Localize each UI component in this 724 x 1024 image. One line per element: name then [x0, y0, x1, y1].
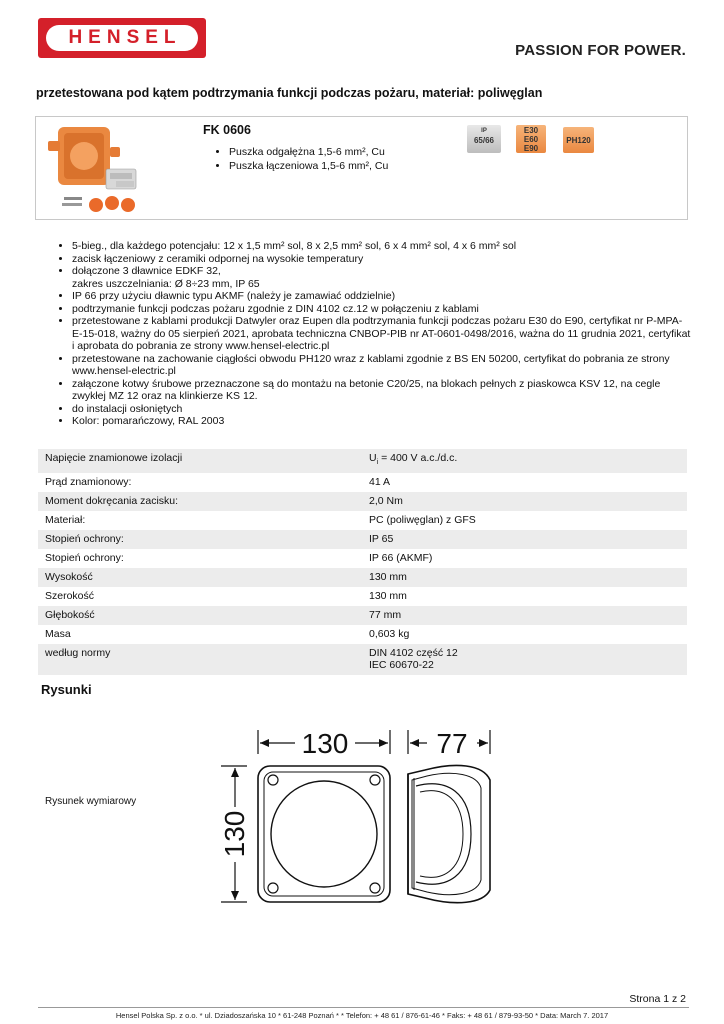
ph120-label: PH120 [566, 136, 591, 145]
spec-row [38, 606, 687, 625]
spec-value [369, 452, 680, 470]
dim-width-label: 130 [301, 728, 349, 759]
page-number: Strona 1 z 2 [629, 993, 686, 1005]
feature-item: • do instalacji osłoniętych [72, 403, 692, 416]
spec-label: Głębokość [45, 608, 95, 621]
spec-row [38, 492, 687, 511]
spec-row [38, 587, 687, 606]
spec-value-rest: = 400 V a.c./d.c. [378, 452, 458, 464]
spec-value-subscript: i [376, 459, 379, 467]
footer-divider [38, 1007, 689, 1008]
product-bullet: • Puszka odgałężna 1,5-6 mm², Cu [229, 145, 388, 159]
fire-class-badge [516, 125, 546, 153]
spec-label: Napięcie znamionowe izolacji [45, 452, 183, 464]
feature-item: • zacisk łączeniowy z ceramiki odpornej na wysokie temperatury [72, 253, 692, 266]
footer-text: Hensel Polska Sp. z o.o. * ul. Dziadoszańska 10 * 61-248 Poznań * * Telefon: + 48 61 / 876-61-46 * Faks: + 48 61 / 879-93-50 * Data: March 7. 2017 [115, 1011, 609, 1020]
logo-text: HENSEL [68, 27, 182, 48]
spec-label: Prąd znamionowy: [45, 475, 132, 488]
specs-table [38, 449, 687, 675]
spec-row [38, 644, 687, 675]
product-bullets [223, 145, 388, 173]
slogan: PASSION FOR POWER. [515, 42, 686, 59]
fire-class-e30: E30 [523, 126, 539, 135]
spec-value: 0,603 kg [369, 627, 410, 640]
logo-inner [46, 25, 198, 51]
spec-label: Moment dokręcania zacisku: [45, 494, 179, 507]
spec-row [38, 568, 687, 587]
drawings-title: Rysunki [41, 682, 92, 697]
fire-class-e90: E90 [523, 144, 539, 153]
feature-item: • przetestowane z kablami produkcji Datwyler oraz Eupen dla podtrzymania funkcji podczas pożaru E30 do E90, certyfikat nr P-MPA-E-15-018, ważny do 05 sierpień 2021, aprobata techniczna CNBOP-PIB nr AT-0601-0498/2016, ważna do 11 grudnia 2021, certyfikat i aprobata do pobrania ze strony www.hensel-electric.pl [72, 315, 692, 353]
spec-value: 130 mm [369, 570, 407, 583]
spec-row [38, 549, 687, 568]
spec-label: Szerokość [45, 589, 95, 602]
drawing-caption: Rysunek wymiarowy [45, 796, 137, 807]
page-subtitle: przetestowana pod kątem podtrzymania funkcji podczas pożaru, materiał: poliwęglan [36, 86, 543, 100]
product-image [40, 121, 168, 217]
spec-value: PC (poliwęglan) z GFS [369, 513, 476, 526]
spec-label: Stopień ochrony: [45, 532, 124, 545]
dim-height-label: 130 [219, 810, 250, 858]
spec-label: według normy [45, 646, 111, 659]
feature-item: • dołączone 3 dławnice EDKF 32, zakres uszczelniania: Ø 8÷23 mm, IP 65 [72, 265, 692, 290]
feature-item: • 5-bieg., dla każdego potencjału: 12 x 1,5 mm² sol, 8 x 2,5 mm² sol, 6 x 4 mm² sol, 4 x 6 mm² sol [72, 240, 692, 253]
fire-class-e60: E60 [523, 135, 539, 144]
dimension-drawing [215, 722, 505, 908]
ph120-badge [563, 127, 594, 153]
feature-item: • Kolor: pomarańczowy, RAL 2003 [72, 415, 692, 428]
spec-row [38, 530, 687, 549]
spec-row [38, 511, 687, 530]
spec-value: IP 66 (AKMF) [369, 551, 433, 564]
feature-item: • załączone kotwy śrubowe przeznaczone są do montażu na betonie C20/25, na blokach pełnych z piaskowca KSV 12, na cegle zwykłej MZ 12 oraz na klinkierze KS 12. [72, 378, 692, 403]
spec-value: IP 65 [369, 532, 394, 545]
spec-row [38, 625, 687, 644]
spec-value: 130 mm [369, 589, 407, 602]
ip-label: IP [481, 128, 487, 134]
dim-depth-label: 77 [436, 728, 468, 759]
feature-item: • IP 66 przy użyciu dławnic typu AKMF (należy je zamawiać oddzielnie) [72, 290, 692, 303]
spec-label: Stopień ochrony: [45, 551, 124, 564]
product-box [35, 116, 688, 220]
feature-item: • przetestowane na zachowanie ciągłości obwodu PH120 wraz z kablami zgodnie z BS EN 50200, certyfikat do pobrania ze strony www.hensel-electric.pl [72, 353, 692, 378]
spec-label: Masa [45, 627, 71, 640]
spec-value: 2,0 Nm [369, 494, 403, 507]
hensel-logo [38, 18, 206, 58]
spec-label: Wysokość [45, 570, 93, 583]
spec-label: Materiał: [45, 513, 86, 526]
spec-value-symbol: U [369, 452, 377, 464]
ip-rating-badge [467, 125, 501, 153]
product-code: FK 0606 [203, 123, 251, 137]
spec-row [38, 449, 687, 473]
feature-list [72, 240, 692, 428]
spec-value: 41 A [369, 475, 391, 488]
feature-item: • podtrzymanie funkcji podczas pożaru zgodnie z DIN 4102 cz.12 w połączeniu z kablami [72, 303, 692, 316]
spec-row [38, 473, 687, 492]
spec-value: 77 mm [369, 608, 402, 621]
ip-value: 65/66 [473, 136, 495, 145]
product-bullet: • Puszka łączeniowa 1,5-6 mm², Cu [229, 159, 388, 173]
spec-value: DIN 4102 część 12 IEC 60670-22 [369, 646, 458, 672]
